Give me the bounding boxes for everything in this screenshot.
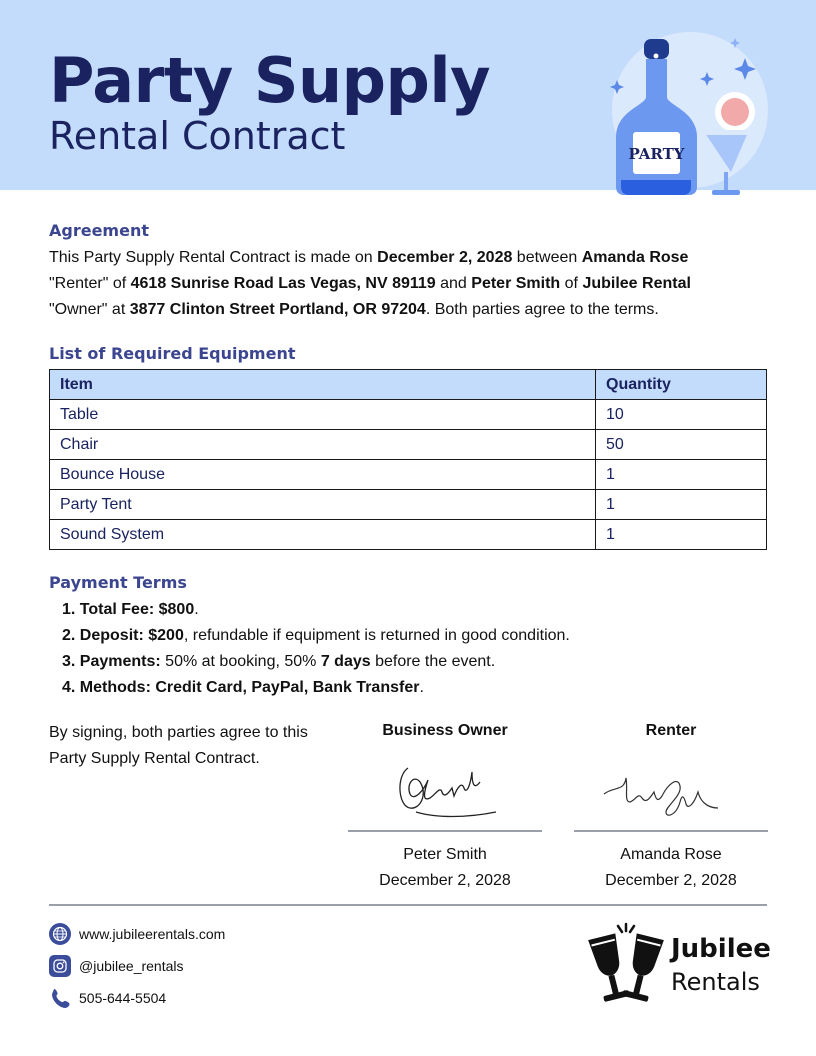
- table-row: [50, 400, 767, 430]
- phone-number[interactable]: 505-644-5504: [79, 990, 167, 1006]
- payment-terms-list: [62, 597, 570, 701]
- equipment-table: [49, 369, 767, 550]
- list-item: 2. Deposit: $200, refundable if equipment is returned in good condition.: [62, 627, 570, 644]
- svg-text:PARTY: PARTY: [628, 145, 685, 163]
- table-row: [50, 430, 767, 460]
- item-cell: Chair: [50, 430, 596, 460]
- agreement-heading: Agreement: [49, 221, 149, 240]
- renter-signature-line: [574, 830, 768, 832]
- table-row: [50, 490, 767, 520]
- equipment-heading: List of Required Equipment: [49, 344, 296, 363]
- payment-heading: Payment Terms: [49, 573, 187, 592]
- signing-note: By signing, both parties agree to this Party Supply Rental Contract.: [49, 724, 308, 767]
- quantity-cell: 1: [596, 460, 767, 490]
- quantity-cell: 10: [596, 400, 767, 430]
- page-title: Party Supply: [49, 44, 491, 117]
- item-cell: Party Tent: [50, 490, 596, 520]
- company-logo: [584, 922, 774, 1012]
- agreement-text: This Party Supply Rental Contract is made on December 2, 2028 between Amanda Rose "Renter" of 4618 Sunrise Road Las Vegas, NV 89119 and Peter Smith of Jubilee Rental "Owner" at 3877 Clinton Street Portland, OR 97204. Both parties agree to the terms.: [49, 249, 691, 318]
- website-link[interactable]: www.jubileerentals.com: [79, 926, 226, 942]
- list-item: 4. Methods: Credit Card, PayPal, Bank Transfer.: [62, 679, 424, 696]
- table-row: [50, 520, 767, 550]
- list-item: 3. Payments: 50% at booking, 50% 7 days before the event.: [62, 653, 496, 670]
- renter-heading: Renter: [645, 722, 697, 739]
- item-cell: Bounce House: [50, 460, 596, 490]
- owner-signature-block: [348, 722, 542, 894]
- globe-icon: [49, 923, 71, 945]
- phone-contact[interactable]: [49, 987, 166, 1009]
- owner-sign-date: December 2, 2028: [379, 872, 511, 889]
- phone-icon: [49, 987, 71, 1009]
- quantity-cell: 1: [596, 520, 767, 550]
- cheers-glasses-icon: [584, 922, 668, 1012]
- contract-date: December 2, 2028: [377, 249, 513, 266]
- owner-signature-line: [348, 830, 542, 832]
- bottle-illustration: [595, 30, 785, 205]
- instagram-icon: [49, 955, 71, 977]
- owner-heading: Business Owner: [382, 722, 508, 739]
- item-cell: Sound System: [50, 520, 596, 550]
- table-header-row: [50, 370, 767, 400]
- item-cell: Table: [50, 400, 596, 430]
- renter-signature: [574, 754, 768, 826]
- owner-signature: [348, 754, 542, 826]
- quantity-cell: 1: [596, 490, 767, 520]
- quantity-cell: 50: [596, 430, 767, 460]
- renter-sign-name: Amanda Rose: [620, 846, 722, 863]
- footer-divider: [49, 904, 767, 906]
- renter-signature-block: [574, 722, 768, 894]
- logo-text-line2: Rentals: [671, 968, 760, 996]
- renter-sign-date: December 2, 2028: [605, 872, 737, 889]
- list-item: 1. Total Fee: $800.: [62, 601, 199, 618]
- owner-address: 3877 Clinton Street Portland, OR 97204: [129, 301, 426, 318]
- social-contact[interactable]: [49, 955, 184, 977]
- column-header-item: Item: [50, 370, 596, 400]
- renter-name: Amanda Rose: [581, 249, 689, 266]
- logo-text-line1: Jubilee: [671, 934, 771, 964]
- table-row: [50, 460, 767, 490]
- column-header-quantity: Quantity: [596, 370, 767, 400]
- social-handle[interactable]: @jubilee_rentals: [79, 958, 184, 974]
- renter-address: 4618 Sunrise Road Las Vegas, NV 89119: [130, 275, 436, 292]
- page-subtitle: Rental Contract: [49, 114, 346, 158]
- company-name: Jubilee Rental: [582, 275, 691, 292]
- website-contact[interactable]: [49, 923, 225, 945]
- owner-name: Peter Smith: [471, 275, 561, 292]
- owner-sign-name: Peter Smith: [403, 846, 487, 863]
